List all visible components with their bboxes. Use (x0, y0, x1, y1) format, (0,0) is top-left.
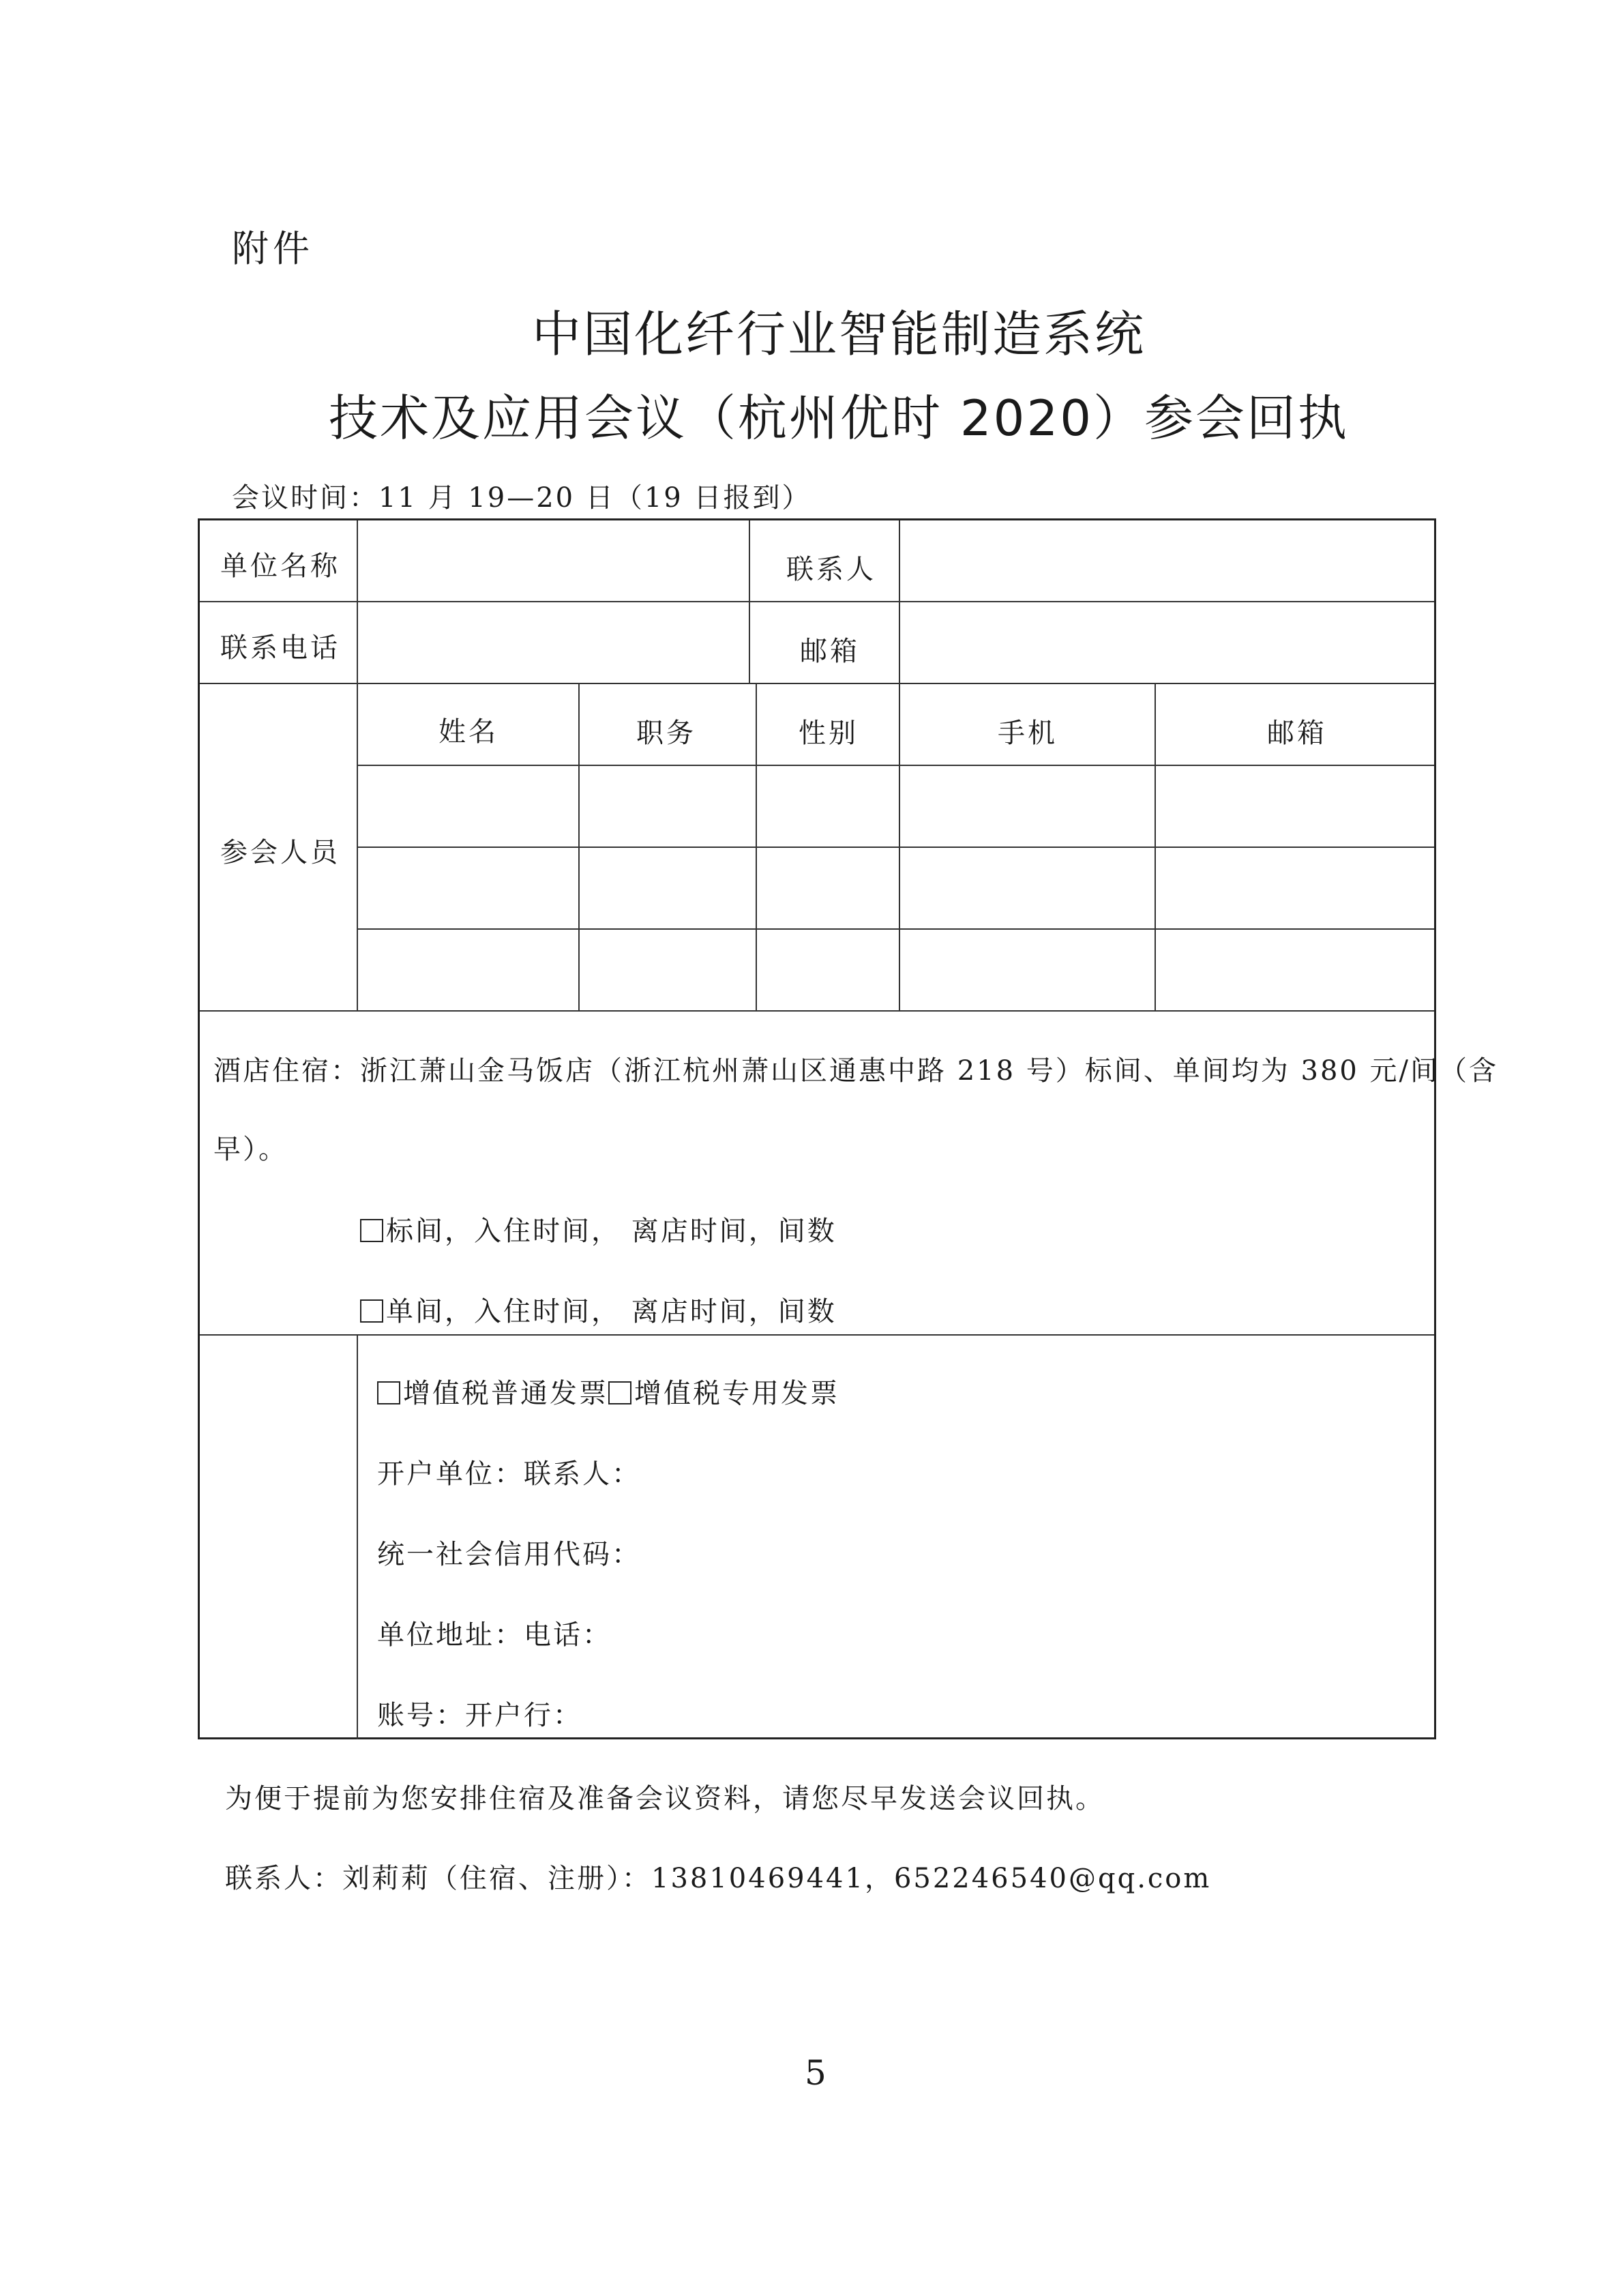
checkbox-icon[interactable] (360, 1299, 383, 1323)
contact-field[interactable] (900, 520, 1432, 601)
unit-name-field[interactable] (358, 520, 749, 601)
contact-label: 联系人 (786, 554, 876, 585)
column-header: 职务 (636, 718, 696, 749)
standard-room-option[interactable]: 标间，入住时间， 离店时间，间数 (360, 1209, 837, 1248)
footer-contact: 联系人：刘莉莉（住宿、注册）：13810469441，652246540@qq.com (225, 1863, 1212, 1894)
phone-field[interactable] (358, 602, 749, 683)
email-field[interactable] (900, 602, 1432, 683)
column-header: 手机 (998, 718, 1058, 749)
attachment-label: 附件 (232, 227, 314, 270)
single-room-option[interactable]: 单间，入住时间， 离店时间，间数 (360, 1290, 837, 1329)
invoice-special: 增值税专用发票 (634, 1378, 839, 1409)
account-number: 账号：开户行： (377, 1700, 582, 1731)
footer-note: 为便于提前为您安排住宿及准备会议资料，请您尽早发送会议回执。 (225, 1783, 1105, 1814)
checkbox-icon[interactable] (377, 1381, 400, 1404)
title-line-2: 技术及应用会议（杭州优时 2020）参会回执 (328, 389, 1350, 447)
registration-form (198, 518, 1499, 1739)
email-label: 邮箱 (800, 636, 860, 667)
column-header: 姓名 (438, 716, 498, 748)
unit-address: 单位地址：电话： (377, 1619, 612, 1651)
title-line-1: 中国化纤行业智能制造系统 (531, 306, 1146, 363)
invoice-general: 增值税普通发票 (403, 1378, 608, 1409)
credit-code: 统一社会信用代码： (377, 1539, 641, 1570)
attendees-label: 参会人员 (220, 837, 340, 868)
checkbox-icon[interactable] (360, 1219, 383, 1242)
meeting-time: 会议时间：11 月 19—20 日（19 日报到） (232, 482, 812, 514)
page-number: 5 (805, 2053, 827, 2093)
invoice-type-options (377, 1372, 839, 1411)
checkbox-icon[interactable] (608, 1381, 631, 1404)
account-unit: 开户单位：联系人： (377, 1458, 641, 1490)
phone-label: 联系电话 (220, 632, 340, 664)
unit-name-label: 单位名称 (220, 550, 340, 582)
column-header: 性别 (799, 718, 859, 749)
hotel-info: 酒店住宿：浙江萧山金马饭店（浙江杭州萧山区通惠中路 218 号）标间、单间均为 380 元/间（含 (213, 1055, 1499, 1087)
hotel-info-cont: 早）。 (213, 1134, 288, 1165)
column-header: 邮箱 (1267, 718, 1327, 749)
